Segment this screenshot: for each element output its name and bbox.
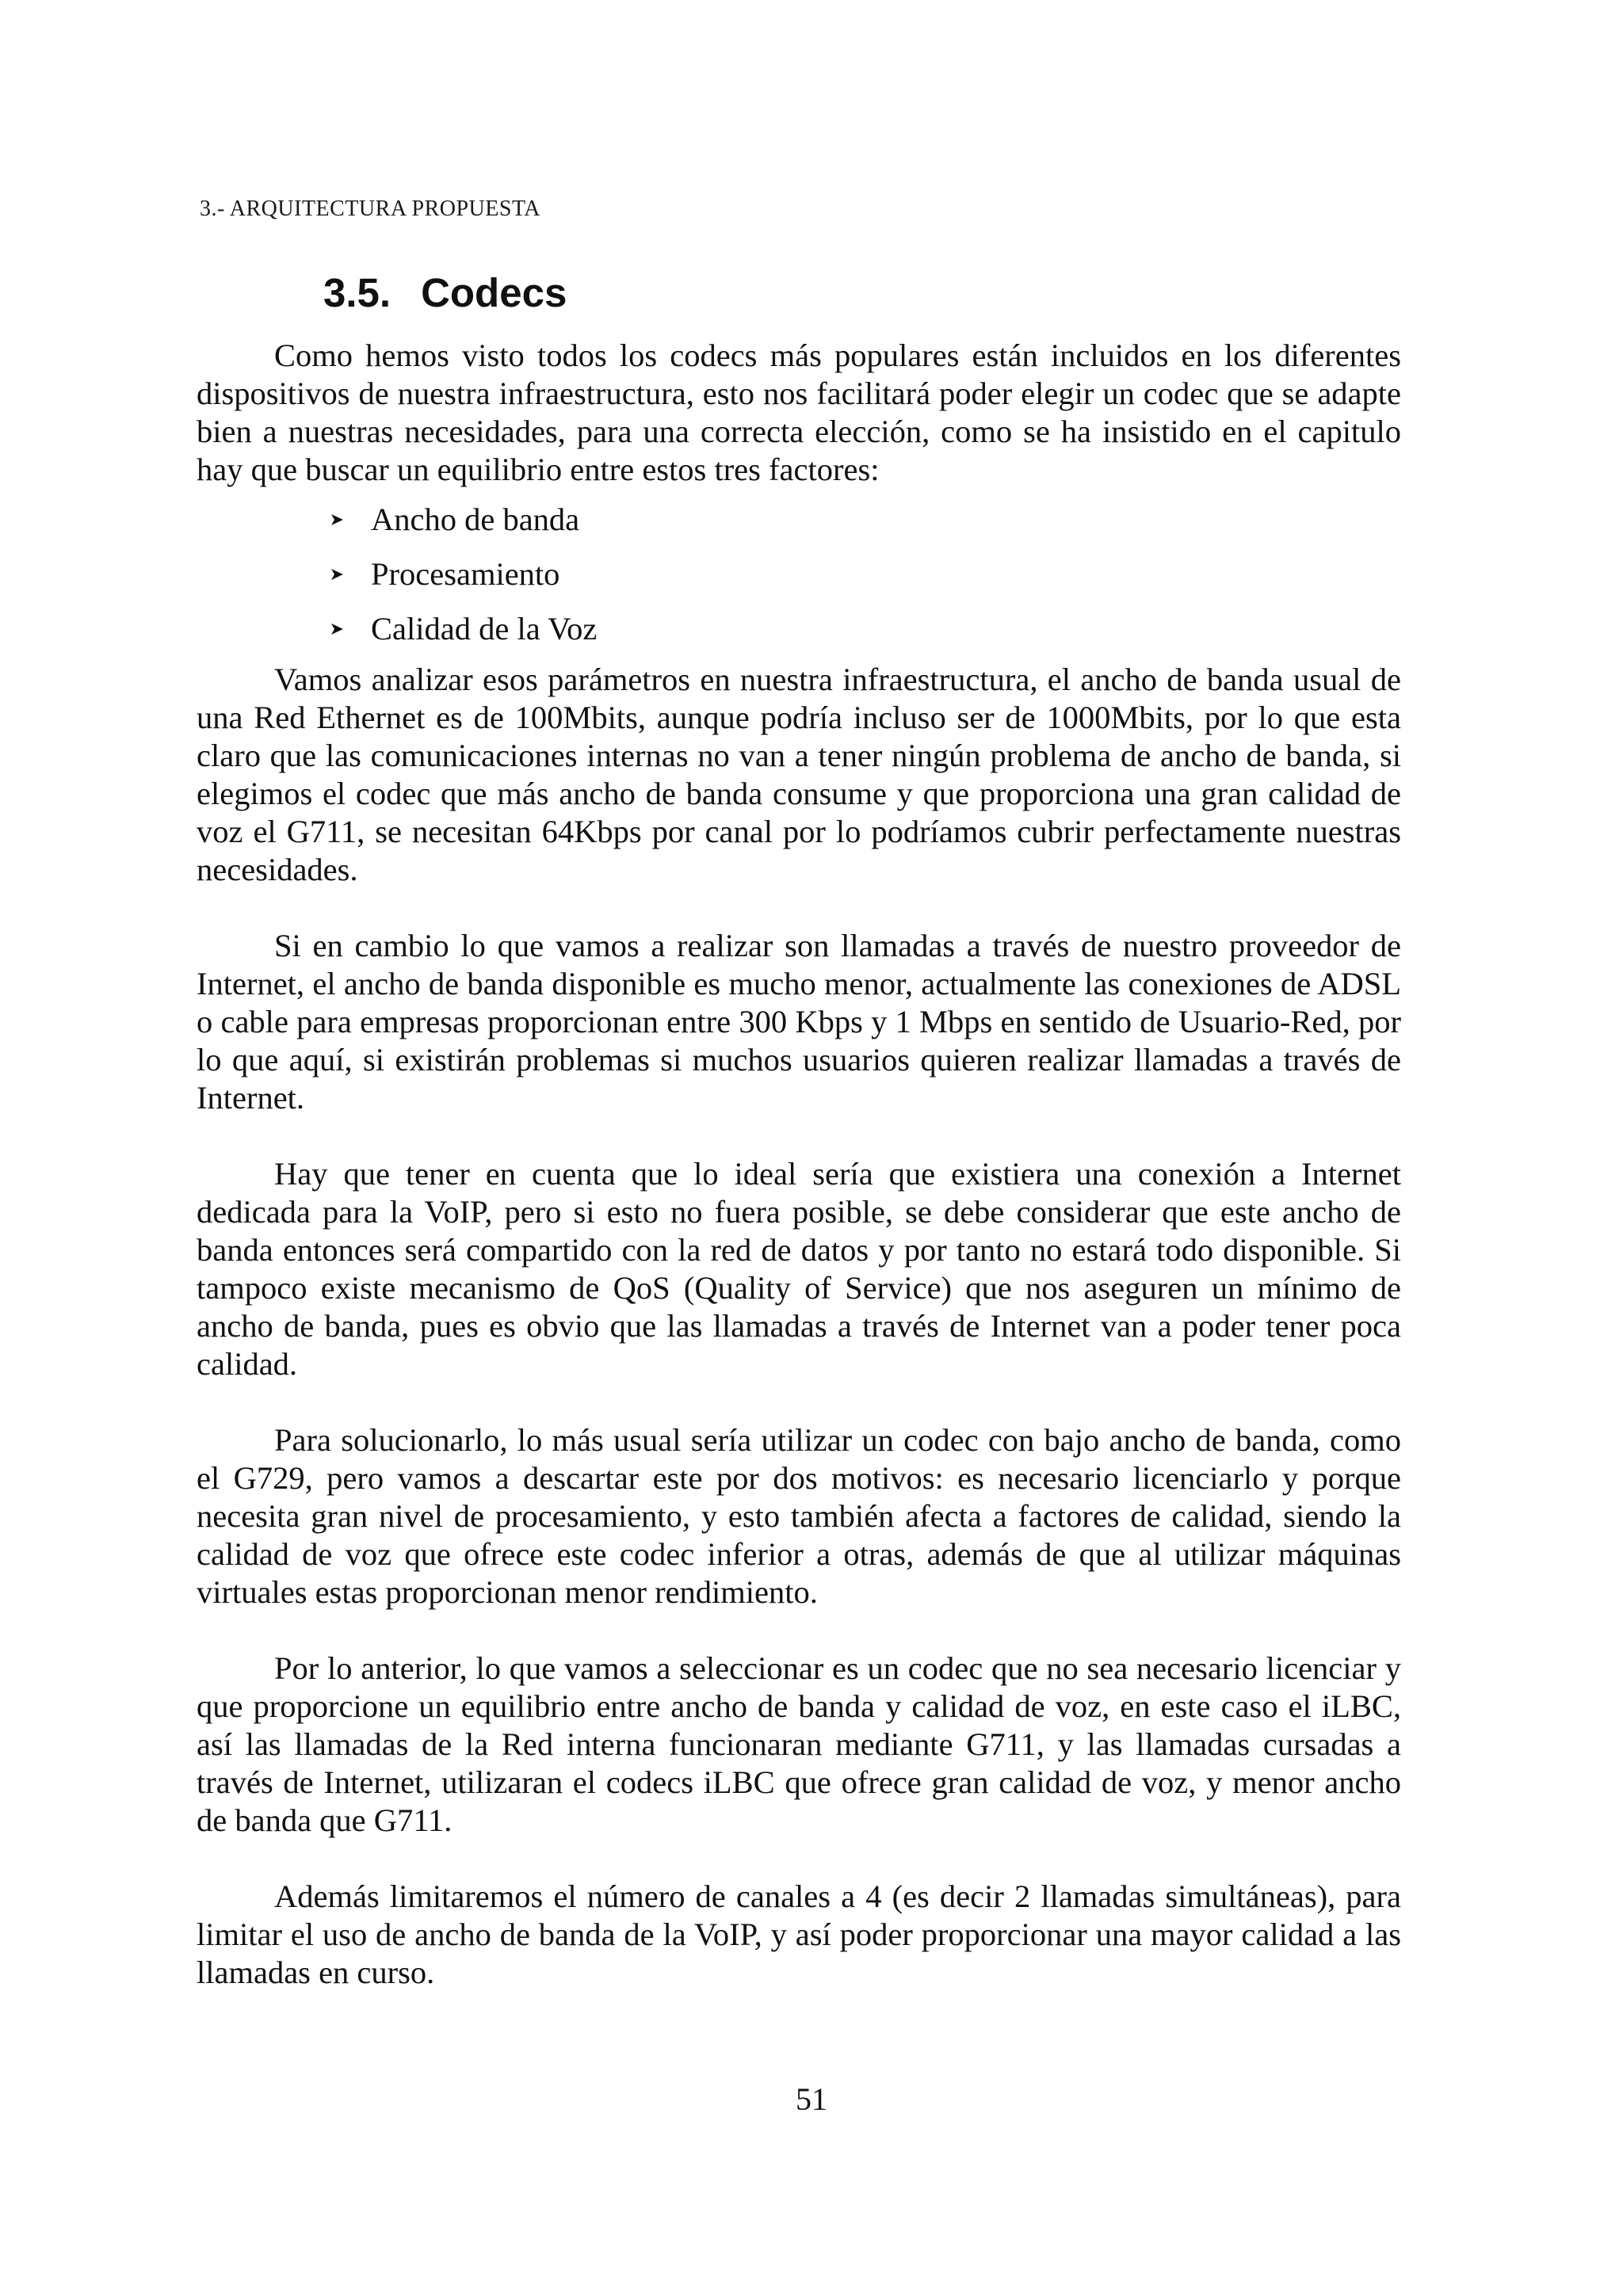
section-number: 3.5. [323,270,391,315]
factor-list [197,492,1401,656]
factor-item [197,492,1401,547]
section-title: Codecs [421,270,567,315]
paragraph: Vamos analizar esos parámetros en nuestra infraestructura, el ancho de banda usual de una Red Ethernet es de 100Mbits, aunque podría incluso ser de 1000Mbits, por lo que esta claro que las comunicaciones internas no van a tener ningún problema de ancho de banda, si elegimos el codec que más ancho de banda consume y que proporciona una gran calidad de voz el G711, se necesitan 64Kbps por canal por lo podríamos cubrir perfectamente nuestras necesidades. [197,662,1401,887]
paragraph: Por lo anterior, lo que vamos a seleccionar es un codec que no sea necesario licenciar y que proporcione un equilibrio entre ancho de banda y calidad de voz, en este caso el iLBC, así las llamadas de la Red interna funcionaran mediante G711, y las llamadas cursadas a través de Internet, utilizaran el codecs iLBC que ofrece gran calidad de voz, y menor ancho de banda que G711. [197,1650,1401,1838]
running-header: 3.- ARQUITECTURA PROPUESTA [200,196,541,221]
page-number: 51 [796,2081,827,2117]
paragraph: Hay que tener en cuenta que lo ideal sería que existiera una conexión a Internet dedicada para la VoIP, pero si esto no fuera posible, se debe considerar que este ancho de banda entonces será compartido con la red de datos y por tanto no estará todo disponible. Si tampoco existe mecanismo de QoS (Quality of Service) que nos aseguren un mínimo de ancho de banda, pues es obvio que las llamadas a través de Internet van a poder tener poca calidad. [197,1156,1401,1382]
arrowhead-bullet-icon [328,547,349,601]
body-text [197,337,1401,1992]
factor-item [197,547,1401,601]
paragraph: Además limitaremos el número de canales a 4 (es decir 2 llamadas simultáneas), para limitar el uso de ancho de banda de la VoIP, y así poder proporcionar una mayor calidad a las llamadas en curso. [197,1878,1401,1990]
arrowhead-bullet-icon [328,601,349,656]
section-heading [323,269,567,316]
factor-label: Procesamiento [371,556,560,592]
paragraph: Para solucionarlo, lo más usual sería utilizar un codec con bajo ancho de banda, como el G729, pero vamos a descartar este por dos motivos: es necesario licenciarlo y porque necesita gran nivel de procesamiento, y esto también afecta a factores de calidad, siendo la calidad de voz que ofrece este codec inferior a otras, además de que al utilizar máquinas virtuales estas proporcionan menor rendimiento. [197,1422,1401,1610]
arrowhead-bullet-icon [328,492,349,547]
factor-label: Calidad de la Voz [371,611,598,646]
paragraph-intro: Como hemos visto todos los codecs más populares están incluidos en los diferentes dispositivos de nuestra infraestructura, esto nos facilitará poder elegir un codec que se adapte bien a nuestras necesidades, para una correcta elección, como se ha insistido en el capitulo hay que buscar un equilibrio entre estos tres factores: [197,338,1401,487]
paragraph: Si en cambio lo que vamos a realizar son llamadas a través de nuestro proveedor de Internet, el ancho de banda disponible es mucho menor, actualmente las conexiones de ADSL o cable para empresas proporcionan entre 300 Kbps y 1 Mbps en sentido de Usuario-Red, por lo que aquí, si existirán problemas si muchos usuarios quieren realizar llamadas a través de Internet. [197,928,1401,1116]
factor-label: Ancho de banda [371,502,580,537]
factor-item [197,601,1401,656]
